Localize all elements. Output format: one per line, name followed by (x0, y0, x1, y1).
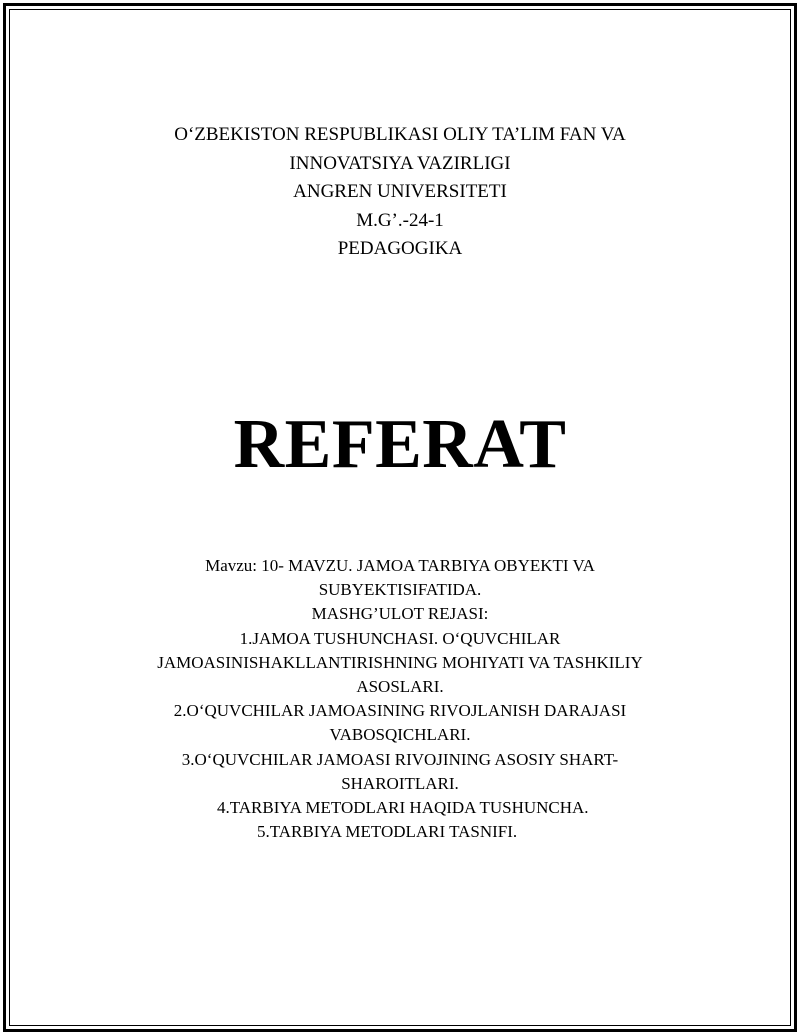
document-title: REFERAT (233, 406, 567, 483)
plan-item-5: 5.TARBIYA METODLARI TASNIFI. (257, 822, 518, 842)
header-line-university: ANGREN UNIVERSITETI (293, 181, 507, 202)
header-line-ministry-2: INNOVATSIYA VAZIRLIGI (289, 152, 511, 174)
plan-item-1: 1.JAMOA TUSHUNCHASI. O‘QUVCHILAR (239, 628, 561, 648)
plan-item-4: 4.TARBIYA METODLARI HAQIDA TUSHUNCHA. (217, 798, 589, 818)
plan-heading: MASHG’ULOT REJASI: (311, 604, 489, 624)
plan-item-2-cont: VABOSQICHLARI. (329, 725, 471, 745)
plan-item-3-cont: SHAROITLARI. (341, 773, 459, 793)
header-line-ministry-1: O‘ZBEKISTON RESPUBLIKASI OLIY TA’LIM FAN VA (174, 124, 626, 145)
topic-line: Mavzu: 10- MAVZU. JAMOA TARBIYA OBYEKTI VA (205, 556, 595, 575)
topic-line: SUBYEKTISIFATIDA. (318, 580, 482, 600)
header-line-subject: PEDAGOGIKA (337, 238, 463, 259)
plan-item-1-cont: JAMOASINISHAKLLANTIRISHNING MOHIYATI VA TASHKILIY (157, 652, 643, 672)
institution-header (0, 121, 800, 264)
plan-item-1-cont: ASOSLARI. (356, 677, 444, 697)
header-line-group: M.G’.-24-1 (356, 209, 444, 231)
topic-block (0, 554, 800, 844)
plan-item-2: 2.O‘QUVCHILAR JAMOASINING RIVOJLANISH DARAJASI (173, 701, 627, 721)
plan-item-3: 3.O‘QUVCHILAR JAMOASI RIVOJINING ASOSIY SHART- (181, 749, 619, 769)
